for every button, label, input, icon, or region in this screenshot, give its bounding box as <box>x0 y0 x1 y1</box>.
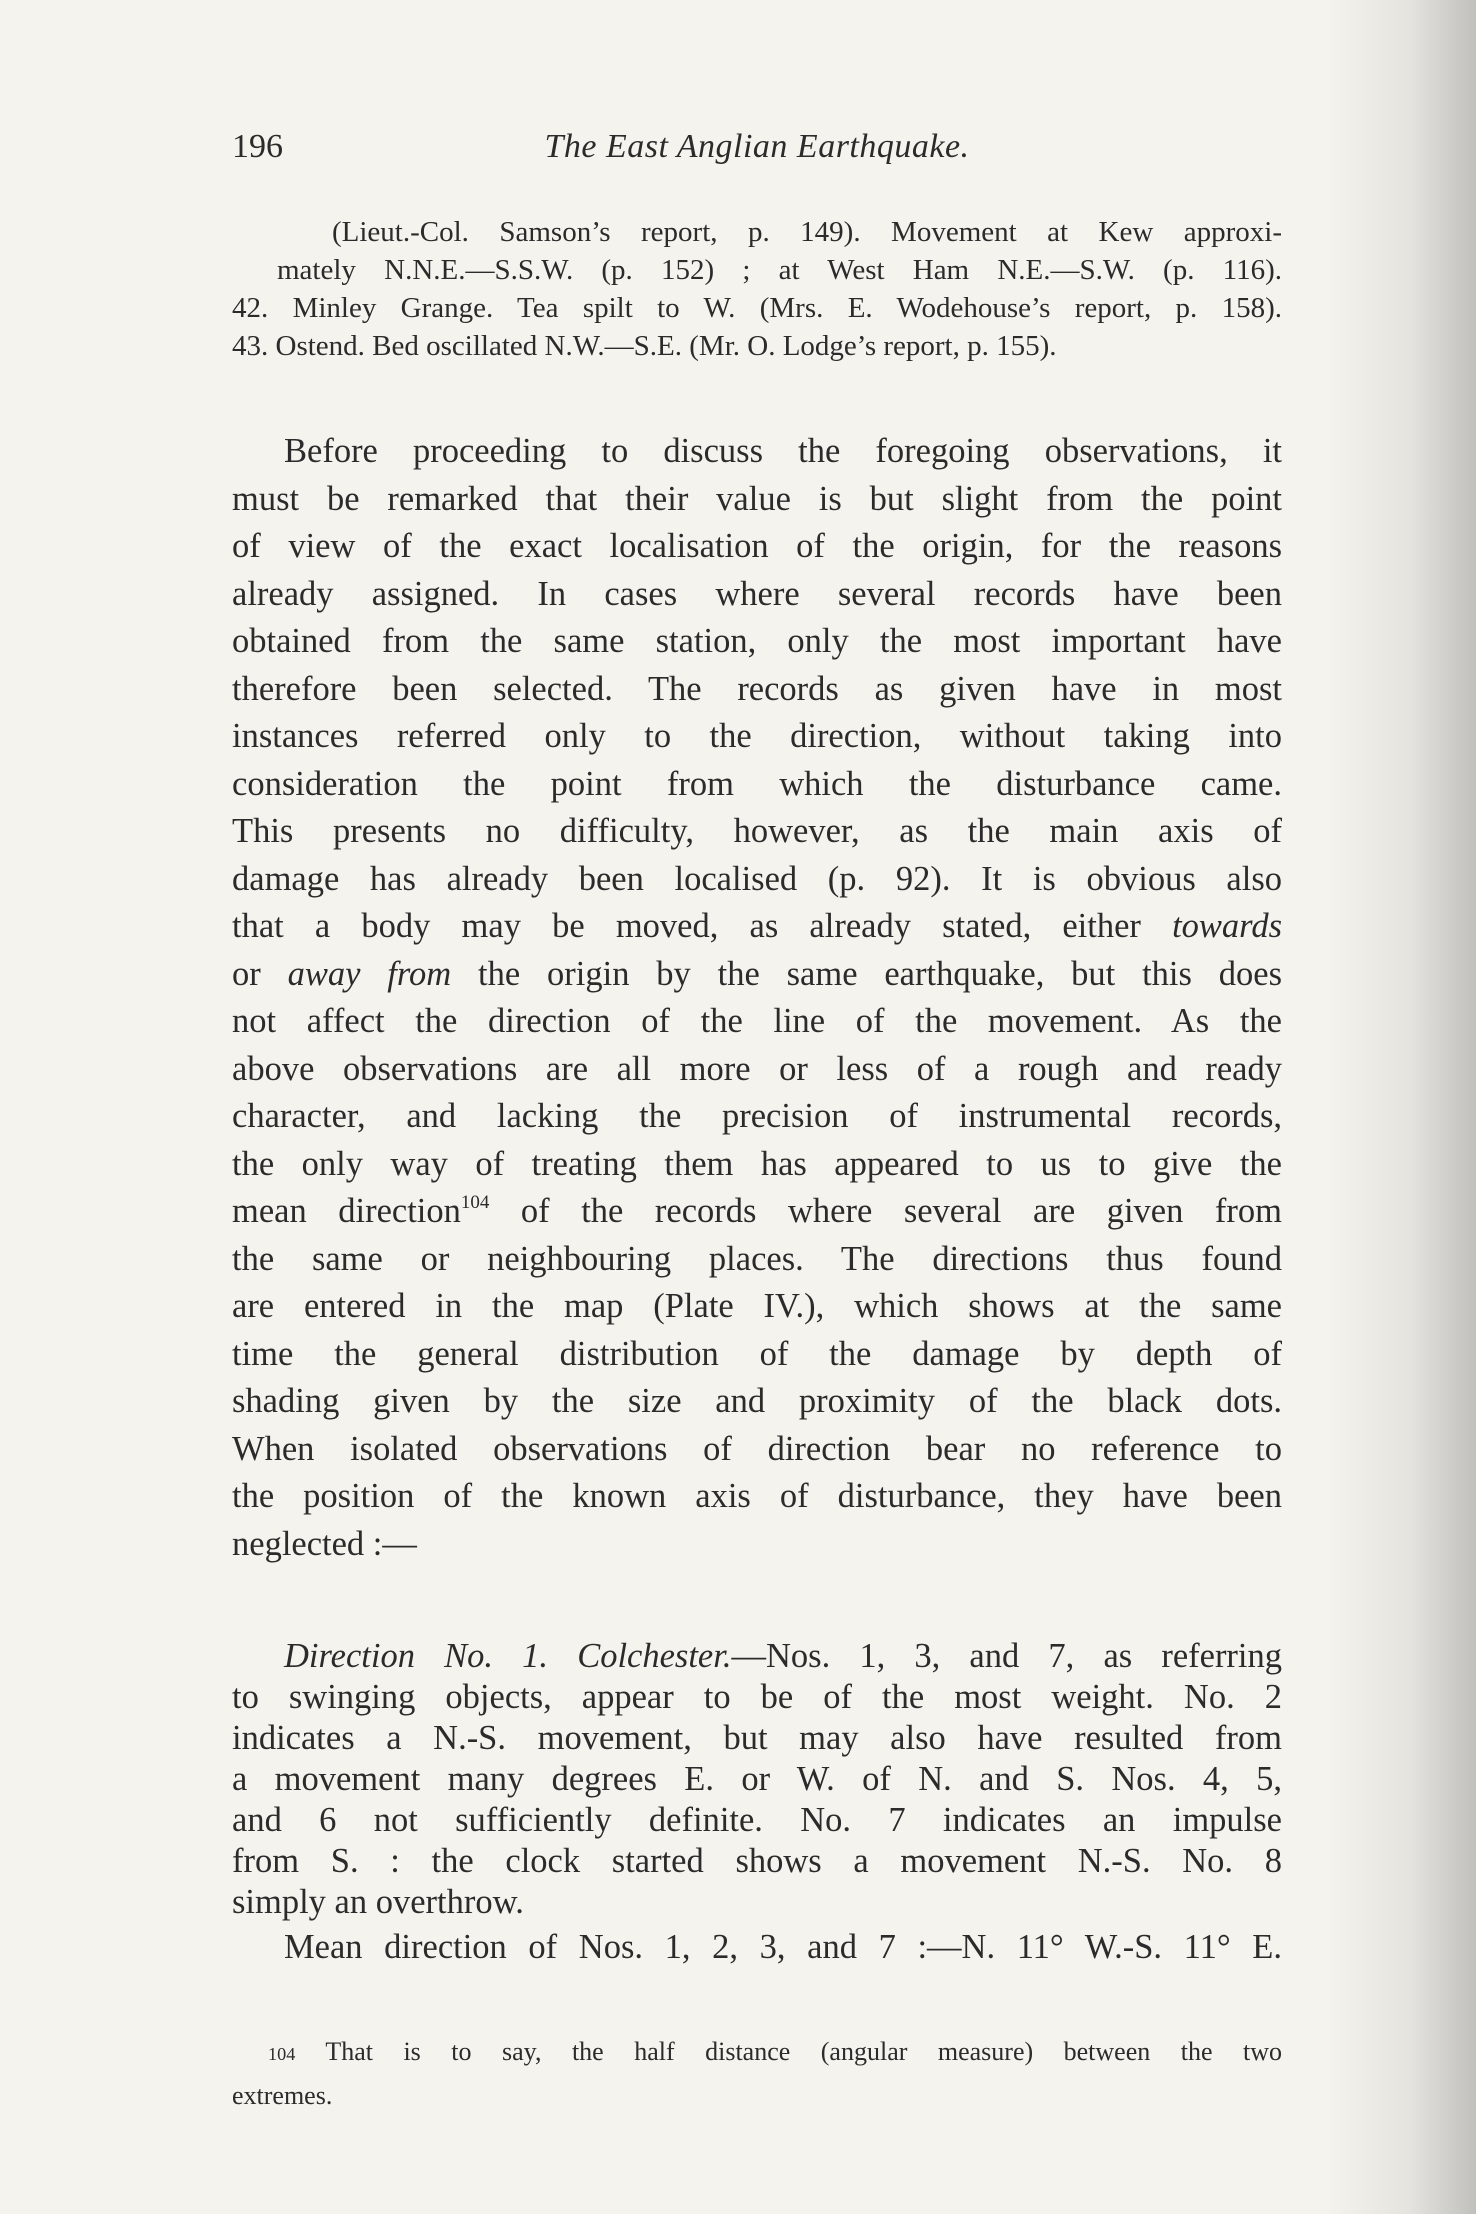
paragraph-line: shading given by the size and proximity of the black dots. <box>232 1382 1282 1420</box>
body-paragraph <box>232 428 1282 1568</box>
paragraph-line: above observations are all more or less of a rough and ready <box>232 1049 1282 1088</box>
direction-line: simply an overthrow. <box>232 1883 524 1921</box>
paragraph-line: character, and lacking the precision of instrumental records, <box>232 1097 1282 1135</box>
observation-list <box>232 213 1282 365</box>
list-line: 42. Minley Grange. Tea spilt to W. (Mrs. E. Wodehouse’s report, p. 158). <box>232 292 1282 324</box>
paragraph-line: obtained from the same station, only the most important have <box>232 622 1282 660</box>
direction-line: indicates a N.-S. movement, but may also have resulted from <box>232 1719 1282 1757</box>
text-run: —Nos. 1, 3, and 7, as referring <box>731 1637 1283 1675</box>
text-run: mean direction <box>232 1192 461 1230</box>
paragraph-line: of view of the exact localisation of the origin, for the reasons <box>232 527 1282 565</box>
paragraph-line: damage has already been localised (p. 92). It is obvious also <box>232 859 1282 898</box>
text-run: that a body may be moved, as already stated, either <box>232 907 1141 945</box>
paragraph-line <box>232 951 1282 999</box>
running-title: The East Anglian Earthquake. <box>544 128 970 165</box>
paragraph-line: not affect the direction of the line of the movement. As the <box>232 1002 1282 1040</box>
direction-line: a movement many degrees E. or W. of N. and S. Nos. 4, 5, <box>232 1760 1282 1798</box>
text-run: the origin by the same earthquake, but this does <box>478 954 1283 993</box>
italic-word: towards <box>1172 907 1282 945</box>
text-run: or <box>232 954 261 993</box>
text-run: That is to say, the half distance (angular measure) between the two <box>325 2037 1283 2066</box>
paragraph-line: This presents no difficulty, however, as the main axis of <box>232 812 1282 850</box>
italic-word: away from <box>287 954 452 993</box>
footnote-line: extremes. <box>232 2081 333 2110</box>
direction-line: to swinging objects, appear to be of the most weight. No. 2 <box>232 1678 1282 1716</box>
footnote-marker: 104 <box>268 2044 296 2064</box>
text-run: of the records where several are given from <box>520 1192 1282 1230</box>
page-number: 196 <box>232 128 283 165</box>
paragraph-line: neglected :— <box>232 1524 417 1563</box>
direction-heading: Direction No. 1. <box>284 1637 549 1675</box>
direction-line: from S. : the clock started shows a movement N.-S. No. 8 <box>232 1842 1282 1880</box>
direction-line: and 6 not sufficiently definite. No. 7 indicates an impulse <box>232 1801 1282 1839</box>
paragraph-line: are entered in the map (Plate IV.), which shows at the same <box>232 1287 1282 1325</box>
paragraph-line <box>232 903 1282 951</box>
paragraph-line: consideration the point from which the disturbance came. <box>232 764 1282 803</box>
direction-line <box>232 1636 1282 1677</box>
paragraph-line: the only way of treating them has appeared to us to give the <box>232 1144 1282 1183</box>
paragraph-line: therefore been selected. The records as given have in most <box>232 669 1282 708</box>
page-edge-shadow <box>1326 0 1476 2214</box>
paragraph-line: instances referred only to the direction, without taking into <box>232 717 1282 755</box>
paragraph-line: already assigned. In cases where several records have been <box>232 574 1282 613</box>
direction-section <box>232 1636 1282 1968</box>
list-line: 43. Ostend. Bed oscillated N.W.—S.E. (Mr. O. Lodge’s report, p. 155). <box>232 330 1057 362</box>
footnote-reference: 104 <box>460 1191 490 1213</box>
paragraph-line: When isolated observations of direction bear no reference to <box>232 1429 1282 1468</box>
paragraph-line: the same or neighbouring places. The directions thus found <box>232 1239 1282 1278</box>
direction-place: Colchester. <box>577 1637 732 1675</box>
page-header <box>232 128 1282 180</box>
paragraph-line: the position of the known axis of disturbance, they have been <box>232 1477 1282 1515</box>
footnote <box>232 2031 1282 2116</box>
paragraph-line: time the general distribution of the damage by depth of <box>232 1334 1282 1373</box>
list-line: (Lieut.-Col. Samson’s report, p. 149). Movement at Kew approxi- <box>332 216 1282 248</box>
mean-direction-line: Mean direction of Nos. 1, 2, 3, and 7 :—N. 11° W.-S. 11° E. <box>284 1928 1282 1966</box>
paragraph-line: Before proceeding to discuss the foregoing observations, it <box>284 432 1282 470</box>
paragraph-line <box>232 1188 1282 1236</box>
footnote-line <box>232 2031 1282 2075</box>
list-line: mately N.N.E.—S.S.W. (p. 152) ; at West Ham N.E.—S.W. (p. 116). <box>277 254 1282 286</box>
paragraph-line: must be remarked that their value is but slight from the point <box>232 479 1282 518</box>
